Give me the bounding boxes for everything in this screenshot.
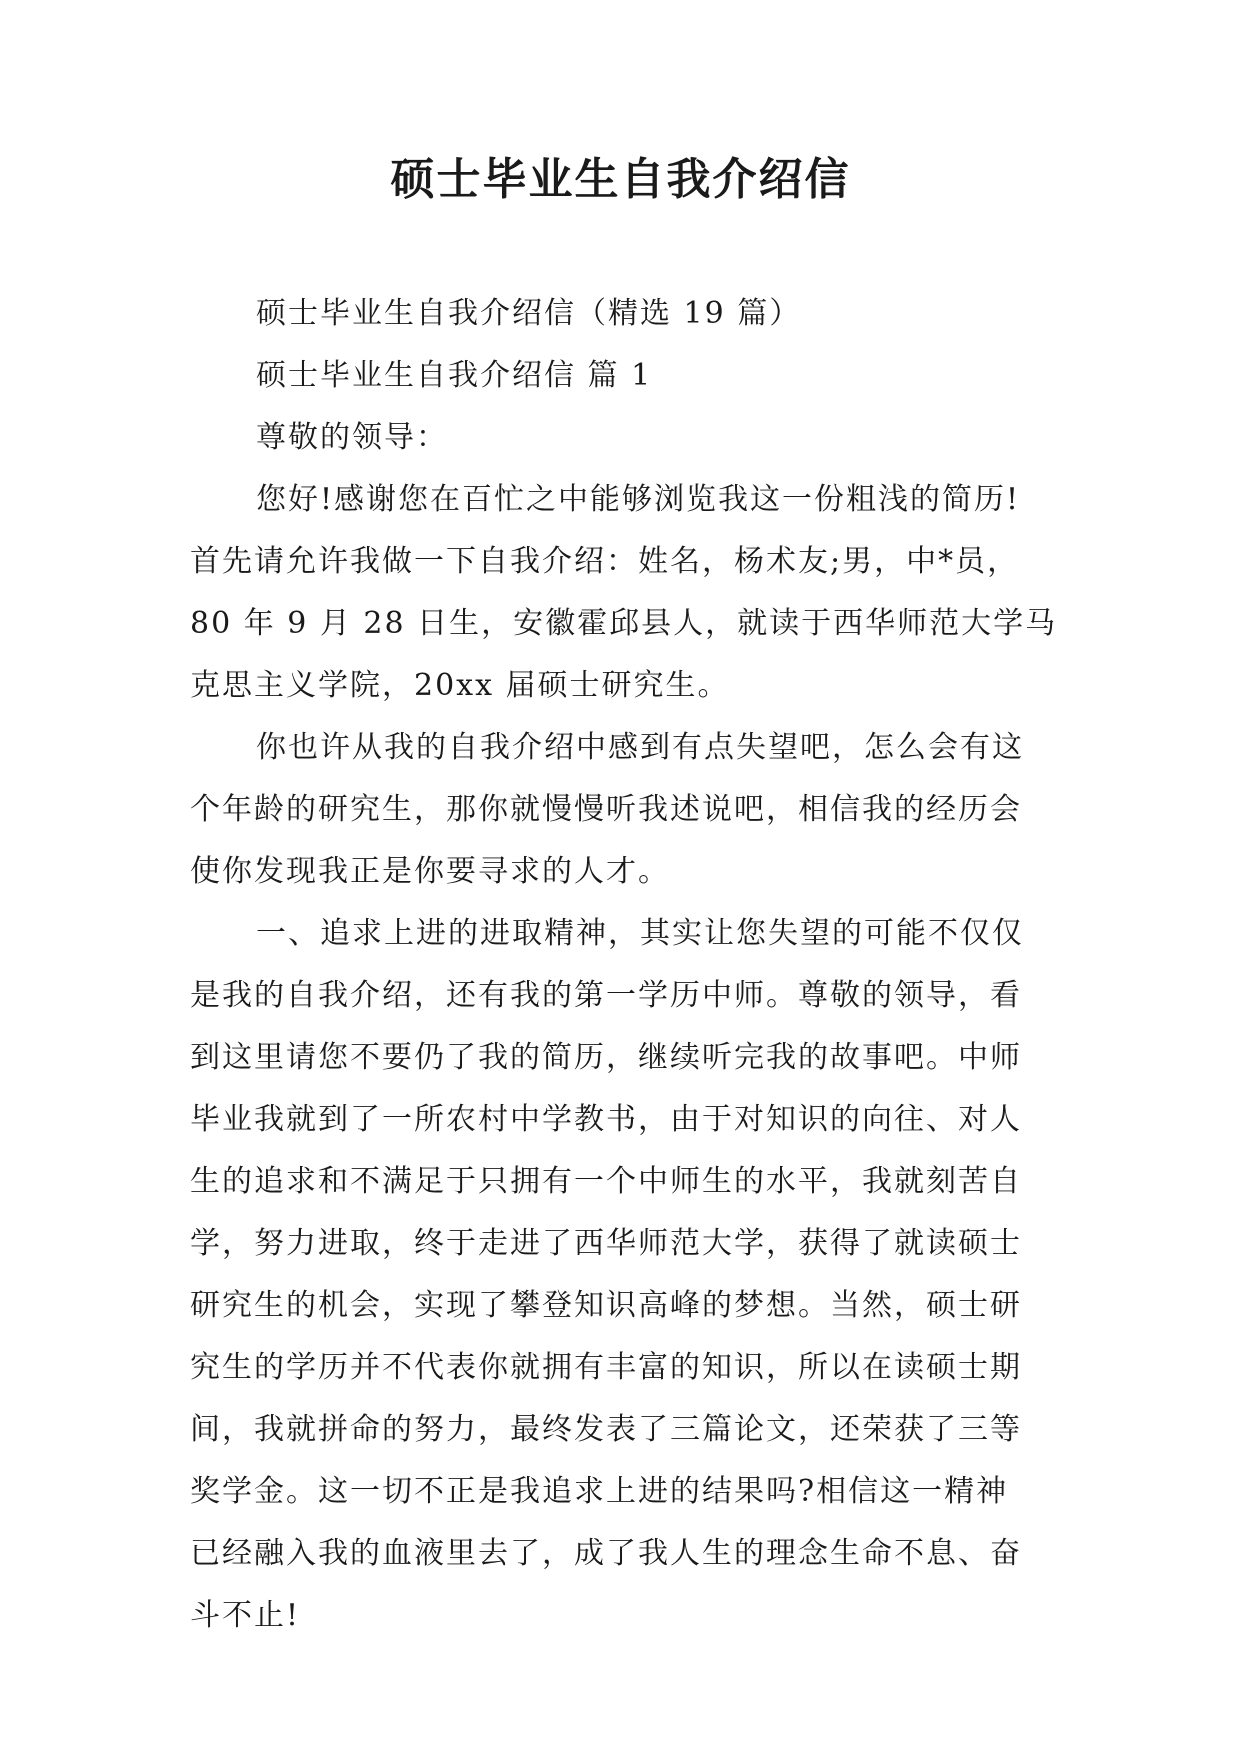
text-line: 您好!感谢您在百忙之中能够浏览我这一份粗浅的简历!	[256, 482, 1021, 517]
text-line: 首先请允许我做一下自我介绍：姓名，杨术友;男，中*员，	[190, 544, 1020, 579]
text-line: 已经融入我的血液里去了，成了我人生的理念生命不息、奋	[190, 1536, 1022, 1571]
text-line: 学，努力进取，终于走进了西华师范大学，获得了就读硕士	[190, 1226, 1022, 1261]
text-line: 80 年 9 月 28 日生，安徽霍邱县人，就读于西华师范大学马	[190, 606, 1058, 641]
text-line: 克思主义学院，20xx 届硕士研究生。	[190, 668, 730, 703]
text-line: 研究生的机会，实现了攀登知识高峰的梦想。当然，硕士研	[190, 1288, 1022, 1323]
text-line: 硕士毕业生自我介绍信 篇 1	[256, 358, 653, 393]
text-line: 硕士毕业生自我介绍信（精选 19 篇）	[256, 296, 802, 331]
document-body	[190, 283, 1070, 1647]
text-line: 究生的学历并不代表你就拥有丰富的知识，所以在读硕士期	[190, 1350, 1022, 1385]
text-line: 间，我就拼命的努力，最终发表了三篇论文，还荣获了三等	[190, 1412, 1022, 1447]
text-line: 个年龄的研究生，那你就慢慢听我述说吧，相信我的经历会	[190, 792, 1022, 827]
document-title: 硕士毕业生自我介绍信	[390, 154, 851, 205]
text-line: 毕业我就到了一所农村中学教书，由于对知识的向往、对人	[190, 1102, 1022, 1137]
text-line: 是我的自我介绍，还有我的第一学历中师。尊敬的领导，看	[190, 978, 1022, 1013]
text-line: 斗不止!	[190, 1598, 301, 1633]
text-line: 到这里请您不要仍了我的简历，继续听完我的故事吧。中师	[190, 1040, 1022, 1075]
text-line: 使你发现我正是你要寻求的人才。	[190, 854, 670, 889]
text-line: 尊敬的领导：	[256, 420, 448, 455]
text-line: 生的追求和不满足于只拥有一个中师生的水平，我就刻苦自	[190, 1164, 1022, 1199]
text-line: 你也许从我的自我介绍中感到有点失望吧，怎么会有这	[256, 730, 1024, 765]
text-line: 奖学金。这一切不正是我追求上进的结果吗?相信这一精神	[190, 1474, 1009, 1509]
text-line: 一、追求上进的进取精神，其实让您失望的可能不仅仅	[256, 916, 1024, 951]
